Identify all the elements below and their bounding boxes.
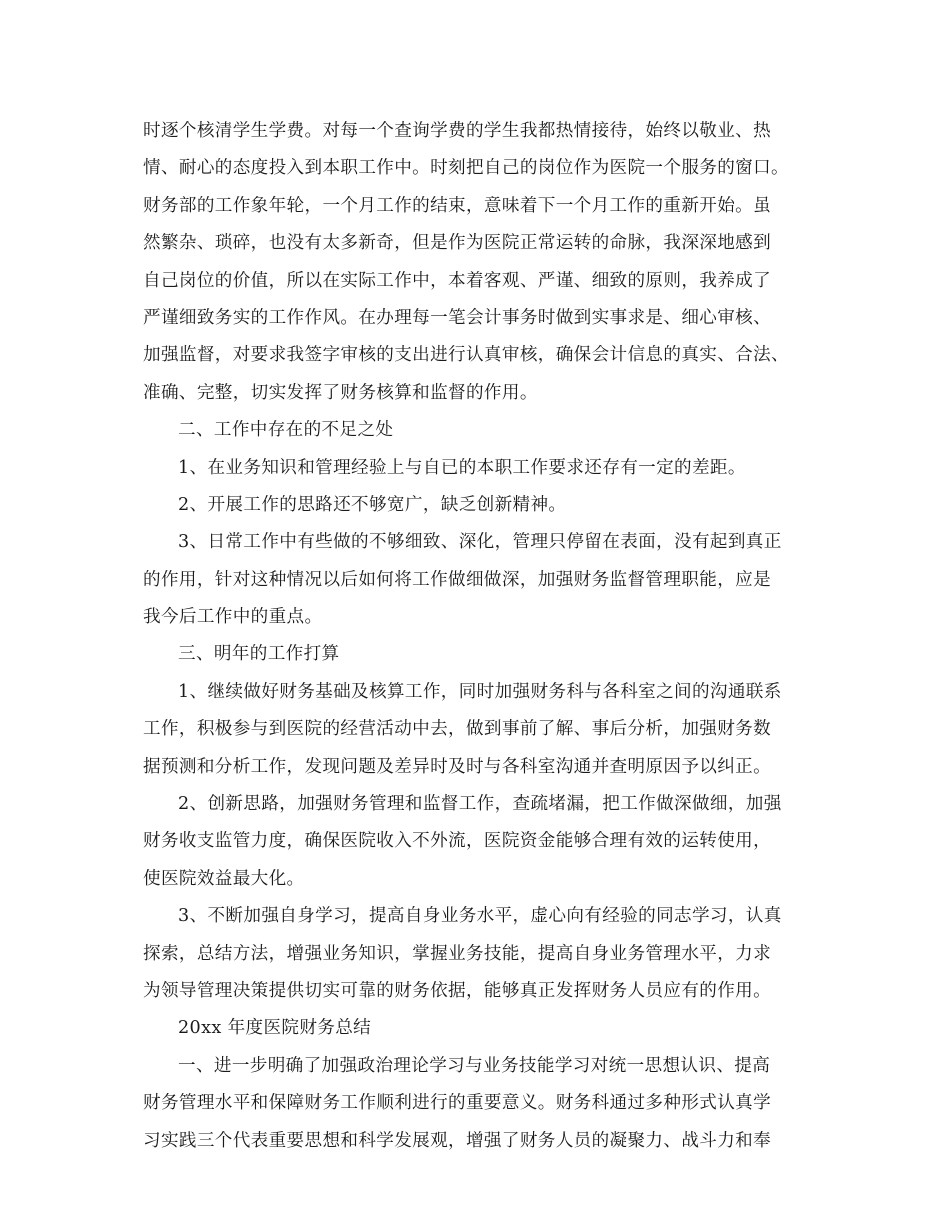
document-page <box>143 113 808 1160</box>
text-line: 为领导管理决策提供切实可靠的财务依据，能够真正发挥财务人员应有的作用。 <box>143 980 772 1001</box>
text-line: 习实践三个代表重要思想和科学发展观，增强了财务人员的凝聚力、战斗力和奉 <box>143 1130 772 1151</box>
text-line: 1、在业务知识和管理经验上与自已的本职工作要求还存有一定的差距。 <box>178 457 746 478</box>
text-line: 准确、完整，切实发挥了财务核算和监督的作用。 <box>143 382 538 403</box>
text-line: 探索，总结方法，增强业务知识，掌握业务技能，提高自身业务管理水平，力求 <box>143 943 772 964</box>
text-line: 2、开展工作的思路还不够宽广，缺乏创新精神。 <box>178 494 567 515</box>
text-line: 使医院效益最大化。 <box>143 868 305 889</box>
text-line: 20xx 年度医院财务总结 <box>178 1018 372 1039</box>
text-line: 然繁杂、琐碎，也没有太多新奇，但是作为医院正常运转的命脉，我深深地感到 <box>143 233 772 254</box>
text-line: 3、不断加强自身学习，提高自身业务水平，虚心向有经验的同志学习，认真 <box>178 906 782 927</box>
text-line: 2、创新思路，加强财务管理和监督工作，查疏堵漏，把工作做深做细，加强 <box>178 794 782 815</box>
text-line: 财务收支监管力度，确保医院收入不外流，医院资金能够合理有效的运转使用， <box>143 831 772 852</box>
text-line: 财务管理水平和保障财务工作顺利进行的重要意义。财务科通过多种形式认真学 <box>143 1093 772 1114</box>
text-line: 工作，积极参与到医院的经营活动中去，做到事前了解、事后分析，加强财务数 <box>143 719 772 740</box>
text-line: 严谨细致务实的工作作风。在办理每一笔会计事务时做到实事求是、细心审核、 <box>143 307 772 328</box>
text-line: 我今后工作中的重点。 <box>143 607 323 628</box>
text-line: 1、继续做好财务基础及核算工作，同时加强财务科与各科室之间的沟通联系 <box>178 681 782 702</box>
text-line: 情、耐心的态度投入到本职工作中。时刻把自己的岗位作为医院一个服务的窗口。 <box>143 158 789 179</box>
text-line: 三、明年的工作打算 <box>178 644 340 665</box>
text-line: 的作用，针对这种情况以后如何将工作做细做深，加强财务监督管理职能，应是 <box>143 569 772 590</box>
text-line: 一、进一步明确了加强政治理论学习与业务技能学习对统一思想认识、提高 <box>178 1055 771 1076</box>
text-line: 据预测和分析工作，发现问题及差异时及时与各科室沟通并查明原因予以纠正。 <box>143 756 772 777</box>
text-line: 加强监督，对要求我签字审核的支出进行认真审核，确保会计信息的真实、合法、 <box>143 345 789 366</box>
text-line: 3、日常工作中有些做的不够细致、深化，管理只停留在表面，没有起到真正 <box>178 532 782 553</box>
text-line: 二、工作中存在的不足之处 <box>178 420 394 441</box>
text-line: 时逐个核清学生学费。对每一个查询学费的学生我都热情接待，始终以敬业、热 <box>143 121 772 141</box>
text-line: 财务部的工作象年轮，一个月工作的结束，意味着下一个月工作的重新开始。虽 <box>143 195 772 216</box>
text-line: 自己岗位的价值，所以在实际工作中，本着客观、严谨、细致的原则，我养成了 <box>143 270 772 291</box>
